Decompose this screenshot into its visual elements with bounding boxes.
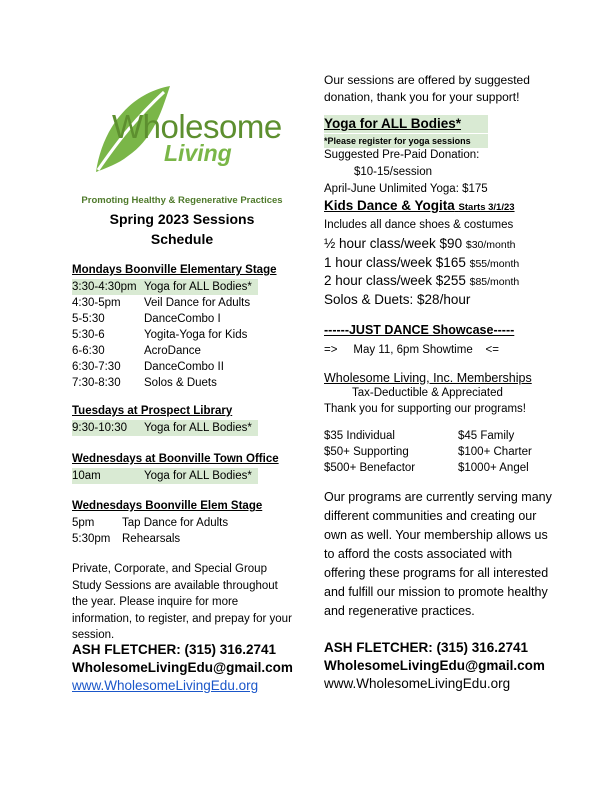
- donation-label: Suggested Pre-Paid Donation:: [324, 149, 480, 161]
- schedule-row: [72, 279, 258, 295]
- membership-level: $50+ Supporting: [324, 446, 409, 458]
- yoga-register-note: *Please register for yoga sessions: [324, 134, 488, 148]
- donation-intro: Our sessions are offered by suggested donation, thank you for your support!: [324, 73, 530, 104]
- row-class: DanceCombo II: [144, 361, 224, 373]
- row-class: Yoga for ALL Bodies*: [144, 281, 252, 293]
- logo-wordmark: Wholesome: [112, 108, 282, 145]
- schedule-row: [72, 420, 258, 436]
- price-monthly: $55/month: [469, 258, 520, 270]
- schedule-row: [72, 531, 180, 547]
- website-link[interactable]: www.WholesomeLivingEdu.org: [72, 678, 259, 693]
- row-time: 5:30-6: [72, 329, 105, 341]
- monday-heading: Mondays Boonville Elementary Stage: [72, 264, 277, 276]
- showcase-heading: ------JUST DANCE Showcase-----: [324, 323, 515, 337]
- row-class: Rehearsals: [122, 533, 181, 545]
- showcase-date: => May 11, 6pm Showtime <=: [324, 344, 499, 356]
- solos-price: Solos & Duets: $28/hour: [324, 292, 471, 307]
- row-time: 9:30-10:30: [72, 422, 127, 434]
- row-class: Yoga for ALL Bodies*: [144, 422, 252, 434]
- contact-name-phone: ASH FLETCHER: (315) 316.2741: [324, 640, 529, 655]
- membership-level: $100+ Charter: [458, 446, 532, 458]
- row-class: Yogita-Yoga for Kids: [144, 329, 248, 341]
- memberships-thanks: Thank you for supporting our programs!: [324, 403, 526, 415]
- row-time: 6:30-7:30: [72, 361, 121, 373]
- price-label: 1 hour class/week $165: [324, 255, 466, 270]
- programs-note: Our programs are currently serving many different communities and creating our own as well. Your membership allows us to afford the costs associated with offering these programs for all interested and fulfill our mission to promote healthy and regenerative practices.: [324, 490, 552, 618]
- schedule-row: [72, 515, 228, 531]
- row-time: 7:30-8:30: [72, 377, 121, 389]
- memberships-heading: Wholesome Living, Inc. Memberships: [324, 371, 532, 385]
- wednesday-elem-heading: Wednesdays Boonville Elem Stage: [72, 500, 263, 512]
- price-row: [324, 273, 519, 288]
- row-time: 5pm: [72, 517, 95, 529]
- membership-level: $35 Individual: [324, 430, 395, 442]
- price-monthly: $85/month: [469, 276, 520, 288]
- unlimited-yoga: April-June Unlimited Yoga: $175: [324, 183, 488, 195]
- schedule-row: [72, 468, 258, 484]
- price-label: ½ hour class/week $90: [324, 236, 463, 251]
- private-sessions-note: Private, Corporate, and Special Group Study Sessions are available throughout the year. Please inquire for more information, to register, and prepay for your session.: [72, 563, 292, 641]
- kids-heading: [324, 198, 515, 213]
- website-text[interactable]: www.WholesomeLivingEdu.org: [324, 676, 511, 691]
- contact-email[interactable]: WholesomeLivingEdu@gmail.com: [72, 660, 293, 675]
- row-time: 3:30-4:30pm: [72, 281, 137, 293]
- contact-name-phone: ASH FLETCHER: (315) 316.2741: [72, 642, 277, 657]
- memberships-sub: Tax-Deductible & Appreciated: [352, 387, 503, 399]
- row-class: Yoga for ALL Bodies*: [144, 470, 252, 482]
- price-label: 2 hour class/week $255: [324, 273, 466, 288]
- page-title: Spring 2023 Sessions: [109, 211, 255, 227]
- row-time: 4:30-5pm: [72, 297, 121, 309]
- row-time: 6-6:30: [72, 345, 105, 357]
- row-class: Solos & Duets: [144, 377, 217, 389]
- kids-heading-text: Kids Dance & Yogita: [324, 198, 455, 213]
- row-class: DanceCombo I: [144, 313, 221, 325]
- tuesday-heading: Tuesdays at Prospect Library: [72, 405, 233, 417]
- price-row: [324, 255, 519, 270]
- schedule-row: [72, 295, 250, 311]
- row-class: Tap Dance for Adults: [122, 517, 229, 529]
- wednesday-town-heading: Wednesdays at Boonville Town Office: [72, 453, 279, 465]
- yoga-heading: Yoga for ALL Bodies*: [324, 115, 488, 133]
- row-class: AcroDance: [144, 345, 201, 357]
- kids-includes: Includes all dance shoes & costumes: [324, 219, 514, 231]
- page-subtitle: Schedule: [150, 231, 214, 247]
- row-class: Veil Dance for Adults: [144, 297, 251, 309]
- schedule-row: [72, 343, 201, 359]
- row-time: 5-5:30: [72, 313, 105, 325]
- row-time: 5:30pm: [72, 533, 111, 545]
- membership-level: $1000+ Angel: [458, 462, 529, 474]
- schedule-row: [72, 359, 224, 375]
- schedule-row: [72, 327, 247, 343]
- schedule-row: [72, 375, 217, 391]
- membership-level: $45 Family: [458, 430, 515, 442]
- contact-email[interactable]: WholesomeLivingEdu@gmail.com: [324, 658, 545, 673]
- kids-start-date: Starts 3/1/23: [458, 202, 515, 213]
- row-time: 10am: [72, 470, 101, 482]
- tagline: Promoting Healthy & Regenerative Practices: [81, 195, 283, 206]
- logo-subtitle: Living: [164, 140, 232, 166]
- price-monthly: $30/month: [465, 239, 516, 251]
- price-row: [324, 236, 515, 251]
- donation-value: $10-15/session: [354, 166, 432, 178]
- schedule-row: [72, 311, 221, 327]
- membership-level: $500+ Benefactor: [324, 462, 416, 474]
